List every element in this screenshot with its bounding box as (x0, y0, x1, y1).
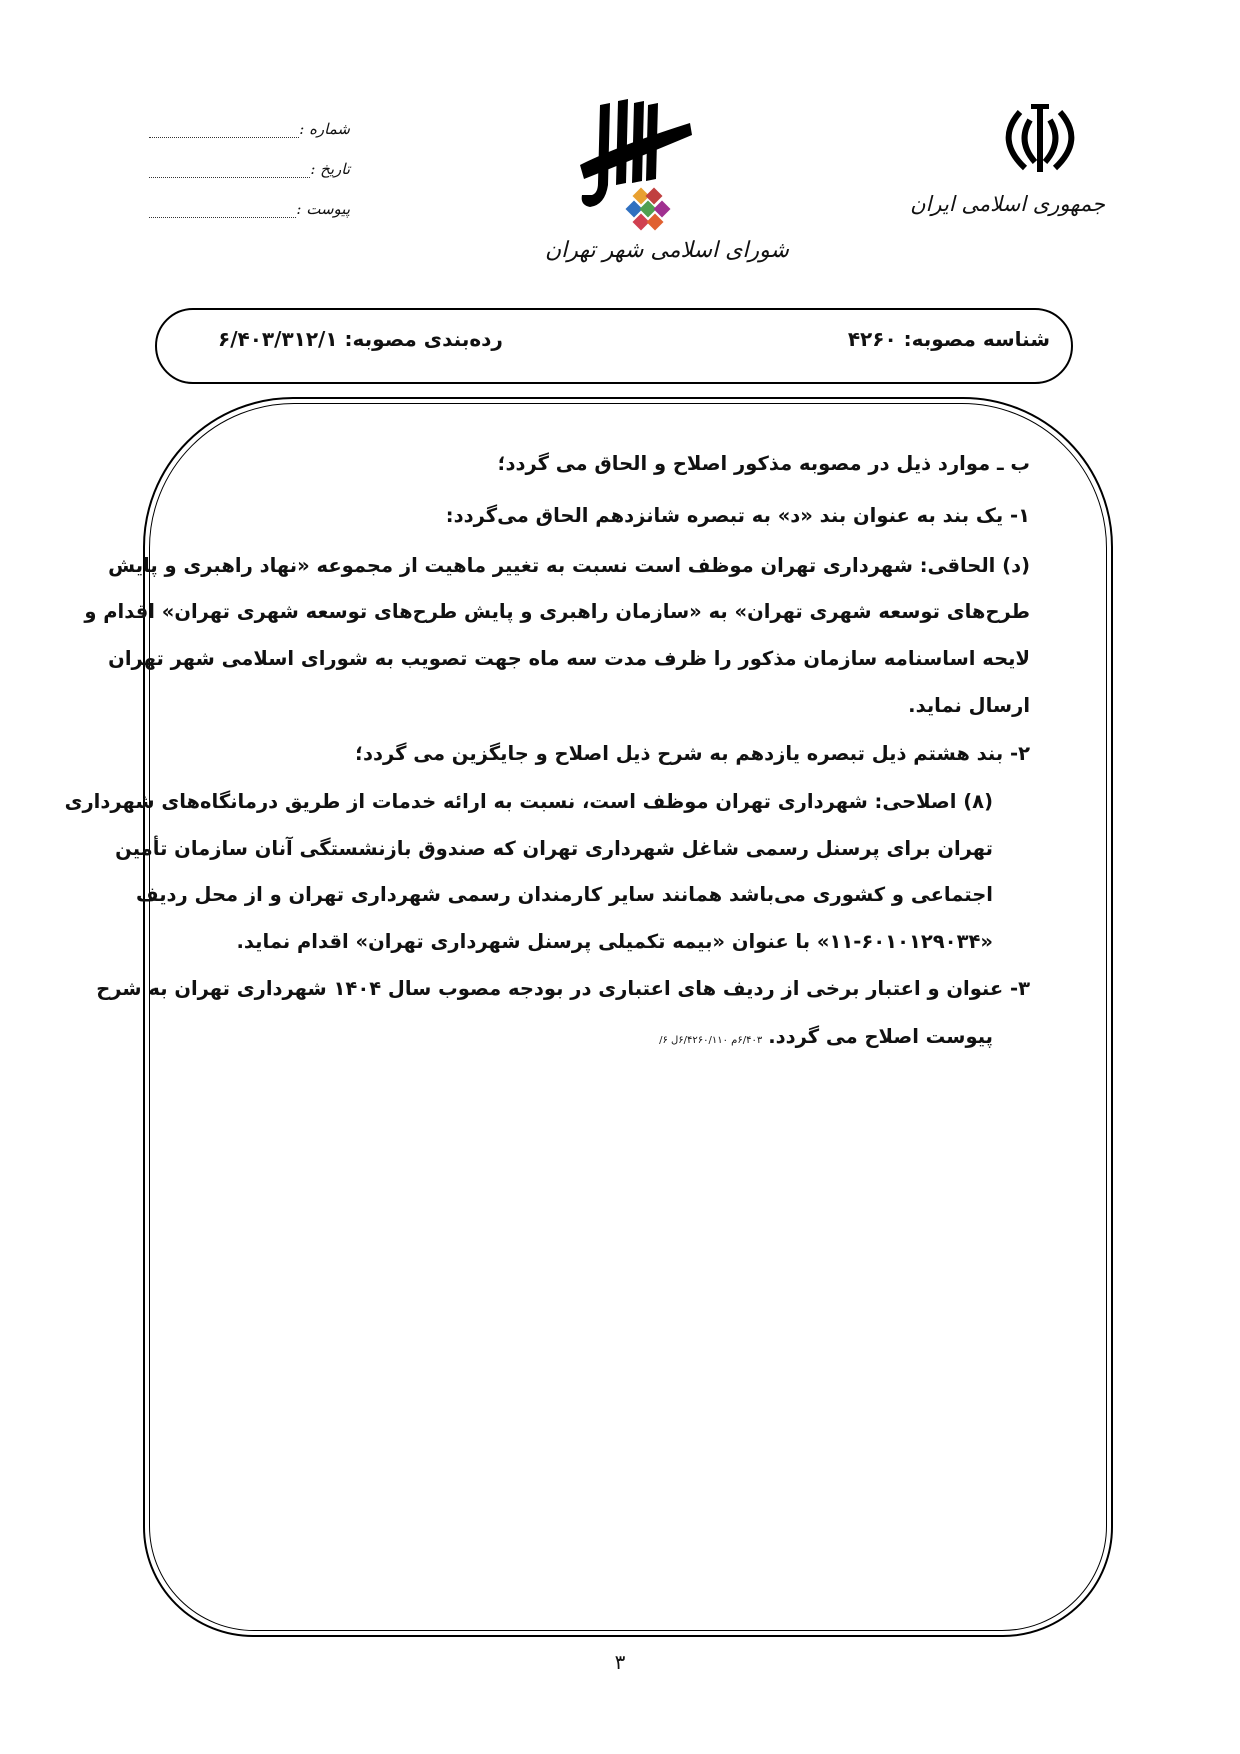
item-2-heading: ۲- بند هشتم ذیل تبصره یازدهم به شرح ذیل اصلاح و جایگزین می گردد؛ (355, 742, 1030, 765)
iran-emblem (910, 100, 1105, 230)
dotted-line (149, 205, 296, 218)
paragraph-line: تهران برای پرسنل رسمی شاغل شهرداری تهران که صندوق بازنشستگی آنان سازمان تأمین (115, 837, 993, 860)
paragraph-line: (۸) اصلاحی: شهرداری تهران موظف است، نسبت به ارائه خدمات از طریق درمانگاه‌های شهرداری (64, 790, 993, 813)
attachment-label: پیوست : (296, 200, 350, 218)
dotted-line (149, 165, 310, 178)
paragraph-line (178, 1022, 993, 1056)
paragraph-line: اجتماعی و کشوری می‌باشد همانند سایر کارمندان رسمی شهرداری تهران و از محل ردیف (135, 883, 993, 906)
resolution-id: شناسه مصوبه: ۴۲۶۰ (847, 327, 1050, 351)
emblem-text: جمهوری اسلامی ایران (910, 192, 1105, 216)
paragraph-line: (د) الحاقی: شهرداری تهران موظف است نسبت به تغییر ماهیت از مجموعه «نهاد راهبری و پایش (108, 554, 1030, 577)
number-label: شماره : (299, 120, 350, 138)
paragraph-line: «۱۱-۶۰۱۰۱۲۹۰۳۴» با عنوان «بیمه تکمیلی پرسنل شهرداری تهران» اقدام نماید. (236, 930, 993, 953)
body-frame-inner (64, 403, 1107, 1631)
dotted-line (149, 125, 299, 138)
item-1-heading: ۱- یک بند به عنوان بند «د» به تبصره شانزدهم الحاق می‌گردد: (445, 504, 1030, 527)
date-label: تاریخ : (310, 160, 350, 178)
date-field (145, 160, 350, 178)
paragraph-line: طرح‌های توسعه شهری تهران» به «سازمان راهبری و پایش طرح‌های توسعه شهری تهران» اقدام و (84, 600, 1030, 623)
page-number: ۳ (614, 1650, 626, 1674)
paragraph-line: ارسال نماید. (908, 694, 1030, 717)
attachment-field (145, 200, 350, 218)
tehran-council-logo (545, 95, 789, 275)
paragraph-line: لایحه اساسنامه سازمان مذکور را ظرف مدت سه ماه جهت تصویب به شورای اسلامی شهر تهران (108, 647, 1030, 670)
council-logo-text: شورای اسلامی شهر تهران (545, 238, 789, 263)
emblem-icon (975, 100, 1105, 180)
section-b-heading: ب ـ موارد ذیل در مصوبه مذکور اصلاح و الحاق می گردد؛ (497, 452, 1030, 475)
council-calligraphy-icon (560, 95, 730, 245)
number-field (145, 120, 350, 138)
paragraph-text: پیوست اصلاح می گردد. (768, 1025, 993, 1048)
reference-code: ۶/۴۰۳م ۶/۴۲۶۰/۱۱۰ل ۶/ (659, 1035, 763, 1046)
item-3-line: ۳- عنوان و اعتبار برخی از ردیف های اعتباری در بودجه مصوب سال ۱۴۰۴ شهرداری تهران به شرح (96, 977, 1030, 1000)
resolution-classification: رده‌بندی مصوبه: ۶/۴۰۳/۳۱۲/۱ (218, 327, 503, 351)
